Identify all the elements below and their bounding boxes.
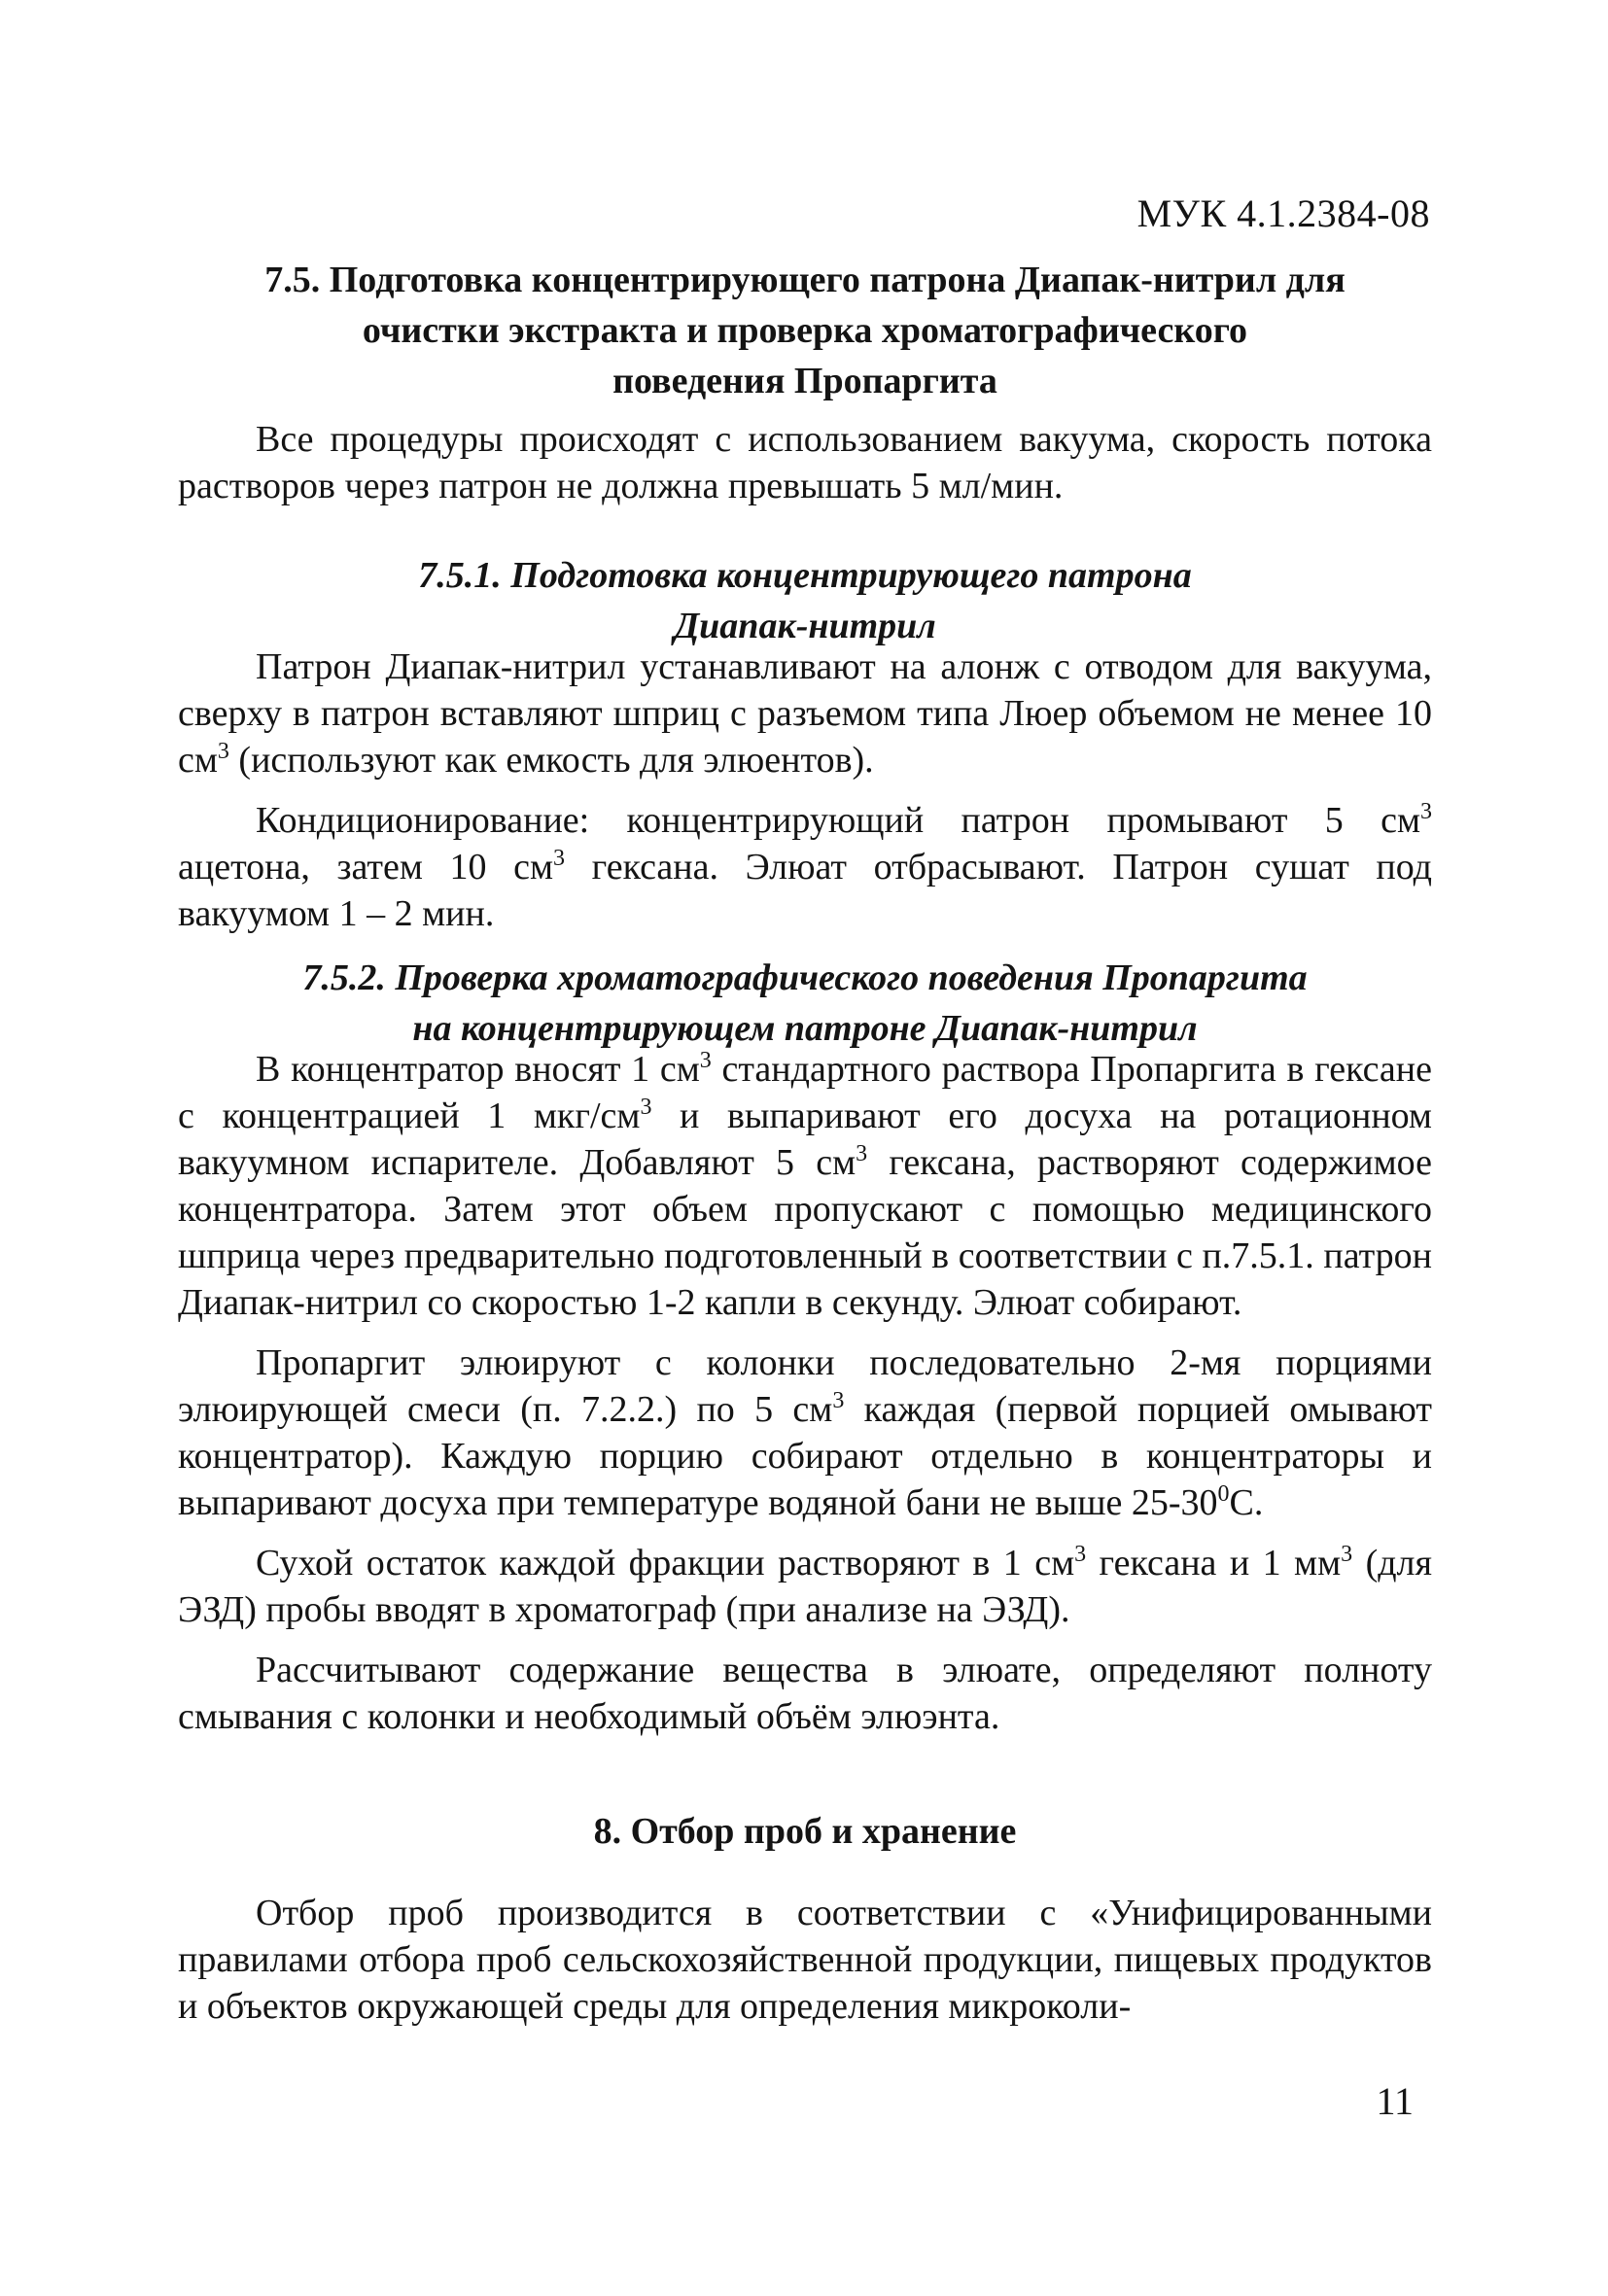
section-7-5-1-title-line: 7.5.1. Подготовка концентрирующего патрона: [418, 555, 1192, 596]
section-7-5-title-line: очистки экстракта и проверка хроматографического: [362, 310, 1248, 351]
superscript: 3: [553, 846, 566, 871]
section-7-5-2: [178, 953, 1432, 1054]
section-7-5-title-line: 7.5. Подготовка концентрирующего патрона Диапак-нитрил для: [264, 260, 1346, 300]
section-7-5-2-body: [178, 1046, 1432, 1740]
document-code: МУК 4.1.2384-08: [1136, 191, 1430, 235]
section-7-5-2-paragraph-2: [178, 1339, 1432, 1526]
section-8: [178, 1806, 1432, 1857]
text-run: гексана и 1 мм: [1086, 1543, 1342, 1583]
text-run: стандартного раствора Пропаргита в гексане с концентрацией 1 мкг/см: [178, 1049, 1432, 1136]
superscript: 3: [856, 1141, 868, 1166]
superscript: 3: [1420, 799, 1432, 824]
section-7-5-2-paragraph-4: Рассчитывают содержание вещества в элюате, определяют полноту смывания с колонки и необходимый объём элюэнта.: [178, 1650, 1432, 1737]
section-8-title: 8. Отбор проб и хранение: [593, 1811, 1017, 1852]
text-run: Пропаргит элюируют с колонки последовательно 2-мя порциями элюирующей смеси (п. 7.2.2.) по 5 см: [178, 1342, 1432, 1430]
text-run: (используют как емкость для элюентов).: [228, 740, 874, 781]
section-7-5-1-title-line: Диапак-нитрил: [674, 606, 936, 646]
text-run: Сухой остаток каждой фракции растворяют в 1 см: [256, 1543, 1075, 1583]
text-run: (для ЭЗД) пробы вводят в хроматограф (при анализе на ЭЗД).: [178, 1543, 1432, 1630]
section-7-5-1-body: [178, 644, 1432, 937]
superscript: 3: [217, 739, 229, 764]
text-run: гексана. Элюат отбрасывают. Патрон сушат под вакуумом 1 – 2 мин.: [178, 847, 1432, 934]
superscript: 3: [640, 1095, 652, 1120]
text-run: гексана, растворяют содержимое концентратора. Затем этот объем пропускают с помощью медицинского шприца через предварительно подготовленный в соответствии с п.7.5.1. патрон Диапак-нитрил со скоростью 1-2 капли в секунду. Элюат собирают.: [178, 1142, 1432, 1323]
text-run: Патрон Диапак-нитрил устанавливают на алонж с отводом для вакуума, сверху в патрон вставляют шприц с разъемом типа Люер объемом не менее 10 см: [178, 646, 1432, 781]
page-number: 11: [1376, 2079, 1414, 2123]
superscript: 3: [1341, 1542, 1353, 1567]
text-run: В концентратор вносят 1 см: [256, 1049, 700, 1090]
text-run: Кондиционирование: концентрирующий патрон промывают 5 см: [256, 800, 1420, 841]
section-7-5: [178, 255, 1432, 406]
superscript: 3: [1074, 1542, 1087, 1567]
section-7-5-title-line: поведения Пропаргита: [612, 361, 997, 401]
section-7-5-2-title: [178, 953, 1432, 1054]
section-7-5-1-title: [178, 550, 1432, 651]
section-7-5-1-paragraph-2: [178, 797, 1432, 937]
superscript: 3: [832, 1388, 845, 1413]
text-run: ацетона, затем 10 см: [178, 847, 554, 887]
section-7-5-2-title-line: 7.5.2. Проверка хроматографического поведения Пропаргита: [302, 957, 1308, 998]
text-run: каждая (первой порцией омывают концентратор). Каждую порцию собирают отдельно в концентраторы и выпаривают досуха при температуре водяной бани не выше 25-30: [178, 1389, 1433, 1523]
section-7-5-title: [178, 255, 1432, 406]
section-7-5-1-paragraph-1: [178, 644, 1432, 783]
text-run: С.: [1229, 1482, 1264, 1523]
section-7-5-2-paragraph-1: [178, 1046, 1432, 1326]
section-7-5-2-paragraph-3: [178, 1540, 1432, 1633]
section-7-5-1: [178, 550, 1432, 651]
superscript: 3: [699, 1048, 712, 1073]
superscript: 0: [1217, 1481, 1230, 1507]
section-7-5-intro: Все процедуры происходят с использованием вакуума, скорость потока растворов через патрон не должна превышать 5 мл/мин.: [178, 419, 1432, 506]
text-run: и выпаривают его досуха на ротационном вакуумном испарителе. Добавляют 5 см: [178, 1096, 1432, 1183]
section-7-5-2-title-line: на концентрирующем патроне Диапак-нитрил: [412, 1008, 1198, 1049]
section-7-5-intro-block: [178, 416, 1432, 509]
section-8-body: [178, 1890, 1432, 2030]
section-8-paragraph-1: Отбор проб производится в соответствии с «Унифицированными правилами отбора проб сельскохозяйственной продукции, пищевых продуктов и объектов окружающей среды для определения микроколи-: [178, 1893, 1432, 2027]
